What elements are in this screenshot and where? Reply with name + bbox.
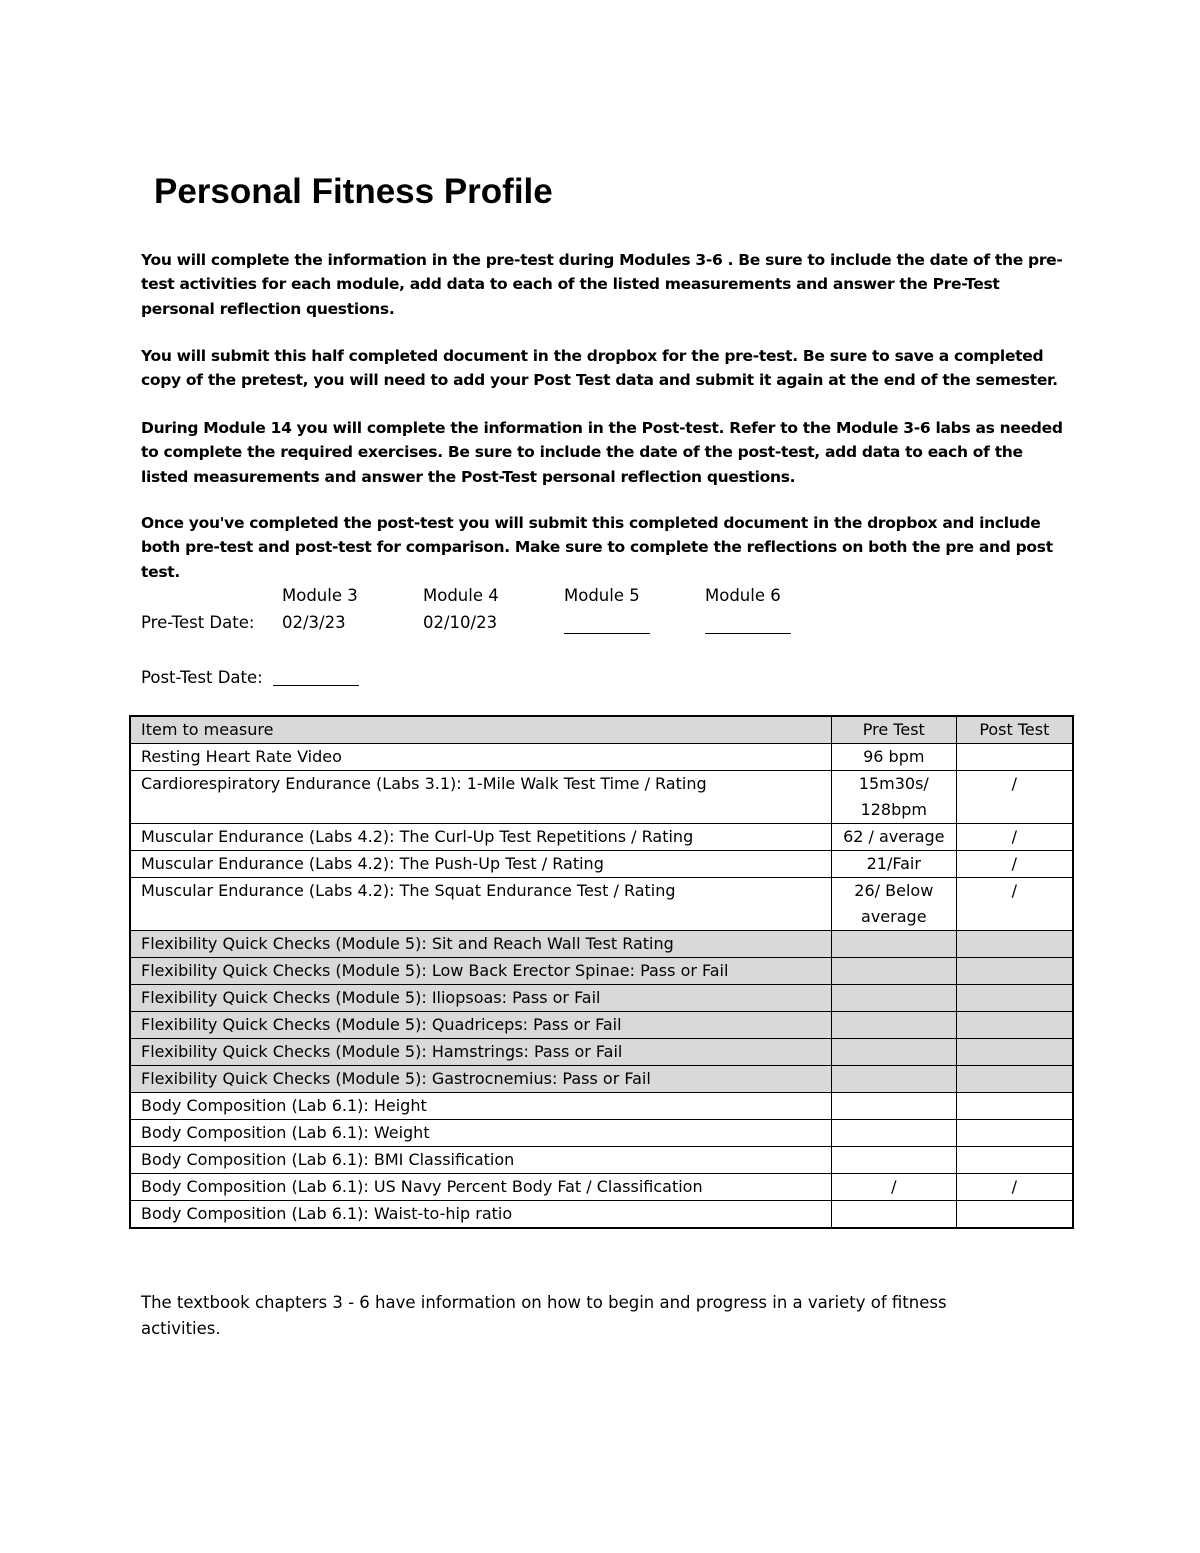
- post-test-cell[interactable]: [956, 1039, 1073, 1066]
- table-row: [130, 851, 1073, 878]
- measure-item: Muscular Endurance (Labs 4.2): The Push-Up Test / Rating: [130, 851, 831, 878]
- post-test-cell[interactable]: [956, 958, 1073, 985]
- module-4-date[interactable]: 02/10/23: [423, 613, 498, 632]
- measure-item: Flexibility Quick Checks (Module 5): Low Back Erector Spinae: Pass or Fail: [130, 958, 831, 985]
- pre-test-cell[interactable]: 21/Fair: [831, 851, 956, 878]
- post-test-cell[interactable]: [956, 985, 1073, 1012]
- measure-item: Muscular Endurance (Labs 4.2): The Squat Endurance Test / Rating: [130, 878, 831, 931]
- module-header-row: [141, 586, 861, 613]
- module-6-label: Module 6: [705, 586, 781, 605]
- table-row: [130, 744, 1073, 771]
- measure-item: Flexibility Quick Checks (Module 5): Quadriceps: Pass or Fail: [130, 1012, 831, 1039]
- module-4-label: Module 4: [423, 586, 499, 605]
- page-title: Personal Fitness Profile: [154, 172, 553, 211]
- pretest-dates-block: [141, 586, 861, 640]
- table-row: [130, 878, 1073, 931]
- pre-test-cell[interactable]: 62 / average: [831, 824, 956, 851]
- pre-test-cell[interactable]: 15m30s/ 128bpm: [831, 771, 956, 824]
- table-row: [130, 824, 1073, 851]
- instruction-paragraph-2: You will submit this half completed document in the dropbox for the pre-test. Be sure to save a completed copy of the pretest, you will need to add your Post Test data and submit it again at the end of the semester.: [141, 347, 1058, 390]
- post-test-cell[interactable]: /: [956, 1174, 1073, 1201]
- table-row: [130, 931, 1073, 958]
- instruction-paragraph-4: Once you've completed the post-test you will submit this completed document in the dropbox and include both pre-test and post-test for comparison. Make sure to complete the reflections on both the pre and post test.: [141, 514, 1053, 581]
- measure-item: Resting Heart Rate Video: [130, 744, 831, 771]
- table-row: [130, 771, 1073, 824]
- measure-item: Body Composition (Lab 6.1): US Navy Percent Body Fat / Classification: [130, 1174, 831, 1201]
- table-row: [130, 1066, 1073, 1093]
- instruction-paragraph-1: You will complete the information in the pre-test during Modules 3-6 . Be sure to include the date of the pre-test activities for each module, add data to each of the listed measurements and answer the Pre-Test personal reflection questions.: [141, 251, 1063, 318]
- pretest-date-label: Pre-Test Date:: [141, 613, 255, 632]
- post-test-cell[interactable]: [956, 1201, 1073, 1229]
- module-6-date-blank[interactable]: [705, 613, 791, 638]
- post-test-cell[interactable]: [956, 744, 1073, 771]
- footer-note: The textbook chapters 3 - 6 have information on how to begin and progress in a variety of fitness activities.: [141, 1293, 947, 1338]
- table-row: [130, 1093, 1073, 1120]
- post-test-cell[interactable]: [956, 1066, 1073, 1093]
- table-row: [130, 985, 1073, 1012]
- post-test-cell[interactable]: [956, 1093, 1073, 1120]
- measure-item: Muscular Endurance (Labs 4.2): The Curl-Up Test Repetitions / Rating: [130, 824, 831, 851]
- header-item: Item to measure: [130, 716, 831, 744]
- measure-item: Flexibility Quick Checks (Module 5): Iliopsoas: Pass or Fail: [130, 985, 831, 1012]
- table-row: [130, 1147, 1073, 1174]
- post-test-cell[interactable]: [956, 1120, 1073, 1147]
- module-5-date-blank[interactable]: [564, 613, 650, 638]
- post-test-cell[interactable]: [956, 1012, 1073, 1039]
- pretest-date-row: [141, 613, 861, 640]
- table-row: [130, 1039, 1073, 1066]
- header-pre-test: Pre Test: [831, 716, 956, 744]
- post-test-cell[interactable]: [956, 1147, 1073, 1174]
- pre-test-cell[interactable]: [831, 958, 956, 985]
- pre-test-cell[interactable]: [831, 985, 956, 1012]
- module-3-date[interactable]: 02/3/23: [282, 613, 346, 632]
- posttest-date-row: [141, 665, 359, 687]
- pre-test-cell[interactable]: [831, 931, 956, 958]
- header-post-test: Post Test: [956, 716, 1073, 744]
- table-row: [130, 1012, 1073, 1039]
- pre-test-cell[interactable]: [831, 1066, 956, 1093]
- module-5-label: Module 5: [564, 586, 640, 605]
- table-row: [130, 1120, 1073, 1147]
- measure-item: Flexibility Quick Checks (Module 5): Hamstrings: Pass or Fail: [130, 1039, 831, 1066]
- measure-item: Body Composition (Lab 6.1): Weight: [130, 1120, 831, 1147]
- pre-test-cell[interactable]: [831, 1039, 956, 1066]
- pre-test-cell[interactable]: [831, 1093, 956, 1120]
- post-test-cell[interactable]: /: [956, 878, 1073, 931]
- table-header-row: [130, 716, 1073, 744]
- fitness-measurement-table: [129, 715, 1074, 1229]
- pre-test-cell[interactable]: /: [831, 1174, 956, 1201]
- measure-item: Flexibility Quick Checks (Module 5): Sit and Reach Wall Test Rating: [130, 931, 831, 958]
- pre-test-cell[interactable]: [831, 1147, 956, 1174]
- post-test-cell[interactable]: /: [956, 824, 1073, 851]
- measure-item: Flexibility Quick Checks (Module 5): Gastrocnemius: Pass or Fail: [130, 1066, 831, 1093]
- module-3-label: Module 3: [282, 586, 358, 605]
- pre-test-cell[interactable]: [831, 1012, 956, 1039]
- measure-item: Body Composition (Lab 6.1): BMI Classification: [130, 1147, 831, 1174]
- posttest-date-label: Post-Test Date:: [141, 668, 263, 687]
- table-row: [130, 1201, 1073, 1229]
- post-test-cell[interactable]: /: [956, 851, 1073, 878]
- table-row: [130, 958, 1073, 985]
- table-row: [130, 1174, 1073, 1201]
- post-test-cell[interactable]: /: [956, 771, 1073, 824]
- pre-test-cell[interactable]: [831, 1201, 956, 1229]
- measure-item: Cardiorespiratory Endurance (Labs 3.1): 1-Mile Walk Test Time / Rating: [130, 771, 831, 824]
- post-test-cell[interactable]: [956, 931, 1073, 958]
- pre-test-cell[interactable]: 96 bpm: [831, 744, 956, 771]
- measure-item: Body Composition (Lab 6.1): Waist-to-hip ratio: [130, 1201, 831, 1229]
- measure-item: Body Composition (Lab 6.1): Height: [130, 1093, 831, 1120]
- pre-test-cell[interactable]: 26/ Below average: [831, 878, 956, 931]
- posttest-date-blank[interactable]: [273, 665, 359, 686]
- pre-test-cell[interactable]: [831, 1120, 956, 1147]
- instruction-paragraph-3: During Module 14 you will complete the information in the Post-test. Refer to the Module 3-6 labs as needed to complete the required exercises. Be sure to include the date of the post-test, add data to each of the listed measurements and answer the Post-Test personal reflection questions.: [141, 419, 1063, 486]
